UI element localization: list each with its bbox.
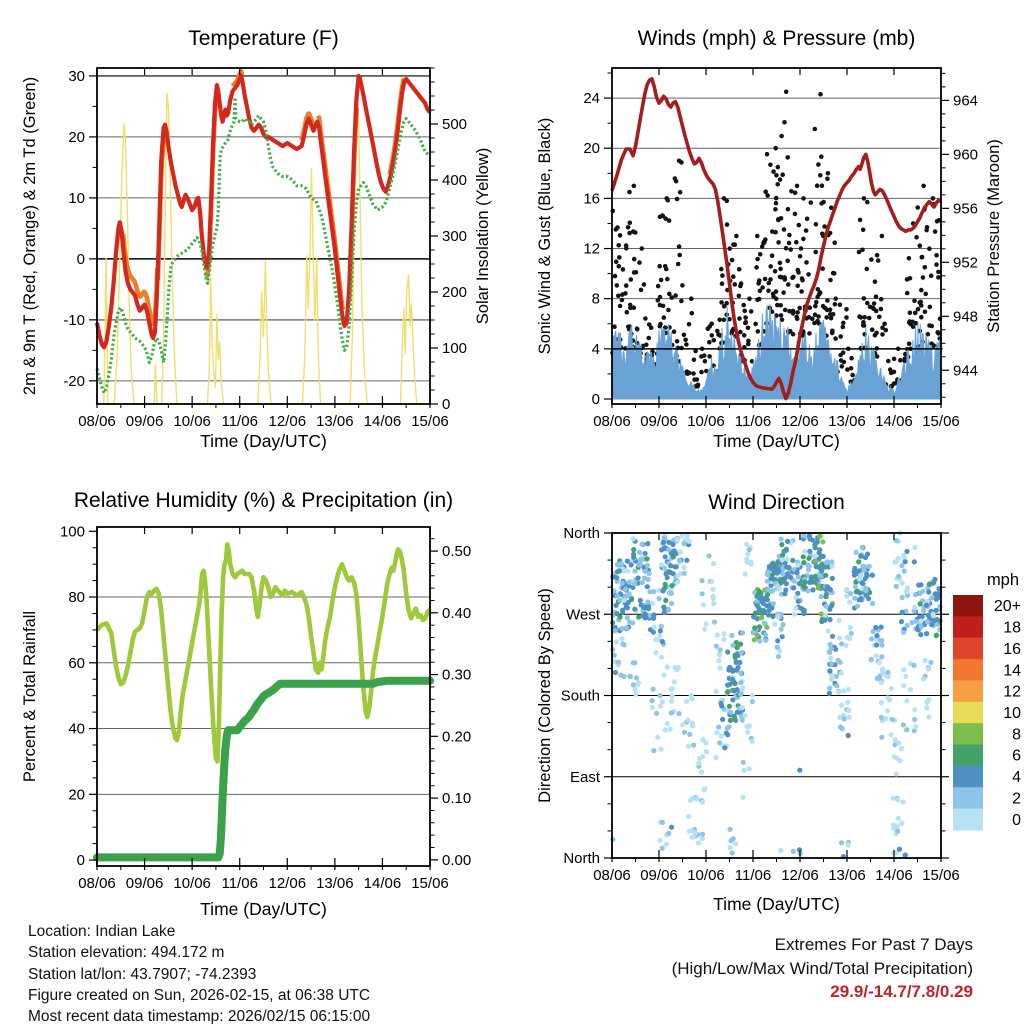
svg-text:08/06: 08/06: [593, 413, 631, 430]
svg-text:16: 16: [583, 190, 600, 208]
svg-text:20+: 20+: [993, 598, 1021, 616]
svg-text:60: 60: [68, 654, 85, 672]
svg-text:400: 400: [442, 172, 468, 189]
svg-text:Relative Humidity (%) & Precip: Relative Humidity (%) & Precipitation (in): [73, 489, 454, 512]
svg-text:200: 200: [442, 284, 468, 301]
svg-text:14: 14: [1003, 662, 1021, 680]
svg-text:15/06: 15/06: [411, 413, 449, 430]
svg-text:2m & 9m T (Red, Orange) & 2m T: 2m & 9m T (Red, Orange) & 2m Td (Green): [21, 76, 39, 396]
svg-text:15/06: 15/06: [922, 867, 960, 884]
extremes-values: 29.9/-14.7/7.8/0.29: [830, 982, 973, 1001]
winds-pressure-panel: [536, 27, 1003, 451]
svg-text:14/06: 14/06: [875, 413, 913, 430]
svg-text:09/06: 09/06: [125, 875, 164, 892]
station-location: Location: Indian Lake: [28, 923, 176, 940]
svg-text:13/06: 13/06: [316, 413, 354, 430]
extremes-subtitle: (High/Low/Max Wind/Total Precipitation): [671, 958, 973, 978]
direction-dots: [610, 531, 943, 860]
temperature-panel: [21, 27, 492, 451]
svg-text:East: East: [569, 768, 600, 786]
svg-text:14/06: 14/06: [363, 413, 402, 430]
svg-text:30: 30: [68, 67, 85, 85]
extremes-summary: [672, 933, 973, 1004]
svg-text:Sonic Wind & Gust (Blue, Black: Sonic Wind & Gust (Blue, Black): [536, 117, 554, 355]
svg-text:2: 2: [1012, 790, 1021, 808]
svg-text:20: 20: [583, 140, 600, 158]
svg-text:13/06: 13/06: [828, 867, 866, 884]
svg-text:10/06: 10/06: [687, 413, 725, 430]
svg-text:Time (Day/UTC): Time (Day/UTC): [200, 431, 327, 451]
station-latlon: Station lat/lon: 43.7907; -74.2393: [28, 965, 257, 983]
svg-text:4: 4: [591, 340, 600, 358]
station-elevation: Station elevation: 494.172 m: [28, 944, 225, 962]
svg-text:12: 12: [583, 240, 600, 258]
svg-text:08/06: 08/06: [78, 875, 116, 892]
svg-text:6: 6: [1012, 747, 1021, 765]
svg-text:Time (Day/UTC): Time (Day/UTC): [200, 899, 327, 919]
svg-text:-20: -20: [63, 372, 85, 390]
svg-text:10/06: 10/06: [173, 413, 211, 430]
svg-text:15/06: 15/06: [922, 413, 960, 430]
svg-text:8: 8: [1012, 726, 1021, 744]
svg-text:12/06: 12/06: [268, 875, 307, 892]
svg-text:Percent & Total Rainfall: Percent & Total Rainfall: [21, 610, 39, 783]
svg-text:4: 4: [1012, 769, 1021, 787]
svg-text:11/06: 11/06: [734, 413, 772, 430]
svg-text:Winds (mph) & Pressure (mb): Winds (mph) & Pressure (mb): [637, 27, 916, 50]
svg-text:09/06: 09/06: [125, 413, 164, 430]
svg-text:11/06: 11/06: [221, 875, 258, 892]
svg-text:40: 40: [68, 720, 85, 738]
svg-text:300: 300: [442, 228, 468, 245]
total-rainfall: [97, 681, 430, 858]
svg-text:10: 10: [1003, 705, 1021, 722]
svg-text:8: 8: [591, 290, 600, 308]
svg-text:944: 944: [953, 362, 979, 380]
svg-text:mph: mph: [986, 571, 1020, 589]
svg-text:09/06: 09/06: [640, 413, 678, 430]
svg-text:0: 0: [76, 250, 85, 268]
svg-text:09/06: 09/06: [640, 867, 678, 884]
svg-text:14/06: 14/06: [875, 867, 913, 884]
svg-text:16: 16: [1003, 640, 1021, 658]
svg-text:24: 24: [583, 90, 600, 108]
svg-text:11/06: 11/06: [734, 867, 772, 884]
svg-text:14/06: 14/06: [363, 875, 402, 892]
svg-text:13/06: 13/06: [316, 875, 354, 892]
svg-text:12/06: 12/06: [781, 413, 819, 430]
svg-text:960: 960: [953, 146, 979, 164]
svg-text:18: 18: [1003, 619, 1021, 637]
svg-text:0.50: 0.50: [442, 543, 472, 561]
svg-text:10/06: 10/06: [687, 867, 725, 884]
svg-text:West: West: [566, 606, 600, 624]
svg-text:964: 964: [953, 92, 979, 110]
svg-text:0.40: 0.40: [442, 604, 472, 622]
svg-text:North: North: [563, 525, 600, 542]
svg-text:08/06: 08/06: [78, 413, 116, 430]
svg-text:Direction (Colored By Speed): Direction (Colored By Speed): [536, 588, 554, 803]
svg-text:0.00: 0.00: [442, 851, 472, 869]
svg-text:Time (Day/UTC): Time (Day/UTC): [713, 894, 840, 914]
td-2m: [97, 97, 430, 393]
svg-text:Time (Day/UTC): Time (Day/UTC): [713, 431, 840, 451]
svg-text:13/06: 13/06: [828, 413, 866, 430]
svg-text:20: 20: [68, 786, 85, 804]
svg-text:100: 100: [442, 340, 468, 357]
wind-direction-panel: [536, 491, 1021, 914]
recent-data-timestamp: Most recent data timestamp: 2026/02/15 06:15:00: [28, 1008, 371, 1024]
svg-text:0: 0: [1012, 811, 1021, 829]
svg-text:948: 948: [953, 308, 979, 326]
svg-text:100: 100: [59, 523, 85, 541]
svg-text:North: North: [563, 850, 600, 867]
svg-text:Wind Direction: Wind Direction: [708, 491, 845, 514]
station-info: [28, 921, 370, 1024]
svg-text:0.10: 0.10: [442, 790, 472, 808]
svg-text:10: 10: [68, 189, 85, 207]
svg-text:12/06: 12/06: [268, 413, 307, 430]
svg-text:0.20: 0.20: [442, 728, 472, 746]
svg-text:80: 80: [68, 589, 85, 607]
figure-created-timestamp: Figure created on Sun, 2026-02-15, at 06:38 UTC: [28, 986, 371, 1004]
speed-colorbar: [953, 571, 1021, 831]
svg-text:-10: -10: [63, 311, 85, 329]
svg-text:0.30: 0.30: [442, 666, 472, 684]
svg-text:Station Pressure (Maroon): Station Pressure (Maroon): [985, 139, 1003, 333]
svg-text:20: 20: [68, 128, 85, 146]
svg-text:11/06: 11/06: [221, 413, 258, 430]
extremes-title: Extremes For Past 7 Days: [774, 935, 973, 954]
svg-text:956: 956: [953, 200, 979, 218]
svg-text:Solar Insolation (Yellow): Solar Insolation (Yellow): [474, 147, 492, 325]
svg-text:500: 500: [442, 116, 468, 133]
humidity-precip-panel: [21, 489, 471, 919]
svg-text:0: 0: [591, 390, 600, 408]
svg-text:12: 12: [1003, 683, 1021, 701]
svg-text:South: South: [560, 687, 600, 705]
svg-text:15/06: 15/06: [411, 875, 449, 892]
svg-text:952: 952: [953, 254, 979, 272]
svg-text:Temperature (F): Temperature (F): [188, 27, 339, 50]
svg-text:0: 0: [76, 852, 85, 870]
svg-text:0: 0: [442, 396, 451, 413]
t-2m: [97, 76, 430, 347]
svg-text:10/06: 10/06: [173, 875, 211, 892]
svg-text:08/06: 08/06: [593, 867, 631, 884]
svg-text:12/06: 12/06: [781, 867, 819, 884]
